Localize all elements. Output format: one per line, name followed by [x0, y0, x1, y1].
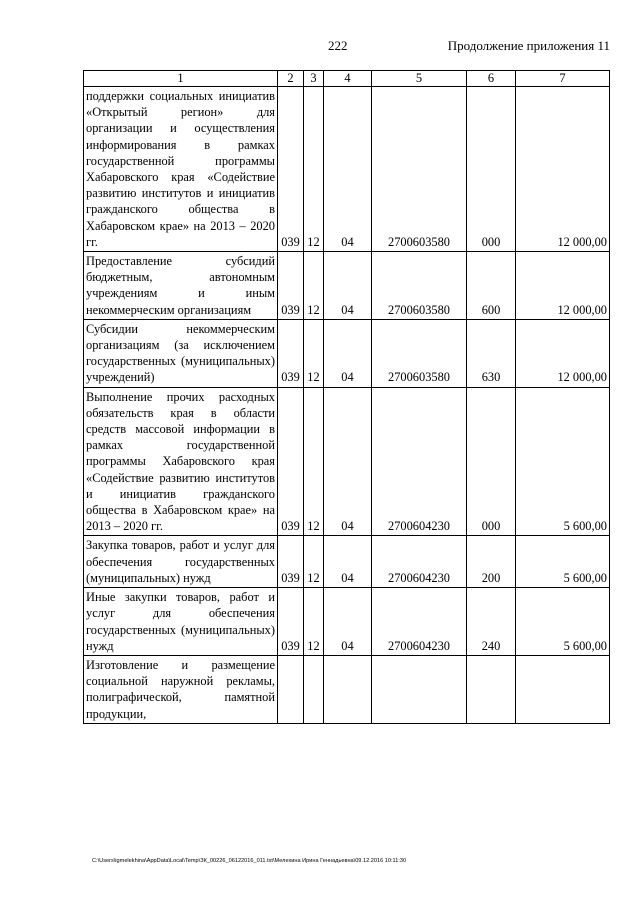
section-code: 12: [304, 319, 324, 387]
appendix-continuation-note: Продолжение приложения 11: [447, 38, 610, 53]
file-path-footer: C:\Users\igmelekhina\AppData\Local\Temp\ЗК_00226_06122016_011.txt\Мелехина Ирина Геннадьевна\09.12.2016 10:11:30: [92, 858, 407, 864]
column-header-row: [84, 71, 610, 87]
ministry-code: 039: [278, 387, 304, 536]
amount: 12 000,00: [516, 87, 610, 252]
amount: 5 600,00: [516, 588, 610, 656]
table-row: [84, 387, 610, 536]
amount: 12 000,00: [516, 319, 610, 387]
ministry-code: 039: [278, 536, 304, 588]
target-article-code: 2700604230: [372, 387, 467, 536]
column-header: 5: [372, 71, 467, 87]
subsection-code: 04: [324, 319, 372, 387]
ministry-code: 039: [278, 252, 304, 320]
budget-table: [83, 70, 610, 724]
expense-type-code: 000: [467, 387, 516, 536]
row-name: Закупка товаров, работ и услуг для обеспечения государственных (муниципальных) нужд: [84, 536, 278, 588]
table-row: [84, 87, 610, 252]
section-code: 12: [304, 588, 324, 656]
expense-type-code: 240: [467, 588, 516, 656]
section-code: 12: [304, 252, 324, 320]
subsection-code: 04: [324, 252, 372, 320]
table-row: [84, 655, 610, 723]
ministry-code: [278, 655, 304, 723]
target-article-code: 2700604230: [372, 536, 467, 588]
target-article-code: 2700603580: [372, 319, 467, 387]
column-header: 3: [304, 71, 324, 87]
expense-type-code: 200: [467, 536, 516, 588]
ministry-code: 039: [278, 319, 304, 387]
section-code: 12: [304, 387, 324, 536]
column-header: 2: [278, 71, 304, 87]
subsection-code: 04: [324, 87, 372, 252]
expense-type-code: 000: [467, 87, 516, 252]
amount: 5 600,00: [516, 536, 610, 588]
amount: 5 600,00: [516, 387, 610, 536]
expense-type-code: 600: [467, 252, 516, 320]
page-number: 222: [328, 38, 348, 53]
expense-type-code: [467, 655, 516, 723]
ministry-code: 039: [278, 588, 304, 656]
column-header: 4: [324, 71, 372, 87]
row-name: Предоставление субсидий бюджетным, автономным учреждениям и иным некоммерческим организациям: [84, 252, 278, 320]
table-row: [84, 536, 610, 588]
column-header: 6: [467, 71, 516, 87]
row-name: Выполнение прочих расходных обязательств края в области средств массовой информации в рамках государственной программы Хабаровского края «Содействие развитию институтов и инициатив гражданского общества в Хабаровском крае» на 2013 – 2020 гг.: [84, 387, 278, 536]
row-name: поддержки социальных инициатив «Открытый регион» для организации и осуществления информирования в рамках государственной программы Хабаровского края «Содействие развитию институтов и инициатив гражданского общества в Хабаровском крае» на 2013 – 2020 гг.: [84, 87, 278, 252]
subsection-code: [324, 655, 372, 723]
subsection-code: 04: [324, 536, 372, 588]
amount: 12 000,00: [516, 252, 610, 320]
target-article-code: 2700603580: [372, 252, 467, 320]
row-name: Иные закупки товаров, работ и услуг для обеспечения государственных (муниципальных) нужд: [84, 588, 278, 656]
ministry-code: 039: [278, 87, 304, 252]
section-code: 12: [304, 87, 324, 252]
target-article-code: 2700604230: [372, 588, 467, 656]
expense-type-code: 630: [467, 319, 516, 387]
table-row: [84, 319, 610, 387]
table-row: [84, 252, 610, 320]
row-name: Субсидии некоммерческим организациям (за исключением государственных (муниципальных) учреждений): [84, 319, 278, 387]
column-header: 7: [516, 71, 610, 87]
subsection-code: 04: [324, 588, 372, 656]
amount: [516, 655, 610, 723]
table-row: [84, 588, 610, 656]
row-name: Изготовление и размещение социальной наружной рекламы, полиграфической, памятной продукции,: [84, 655, 278, 723]
target-article-code: [372, 655, 467, 723]
section-code: 12: [304, 536, 324, 588]
column-header: 1: [84, 71, 278, 87]
section-code: [304, 655, 324, 723]
subsection-code: 04: [324, 387, 372, 536]
target-article-code: 2700603580: [372, 87, 467, 252]
